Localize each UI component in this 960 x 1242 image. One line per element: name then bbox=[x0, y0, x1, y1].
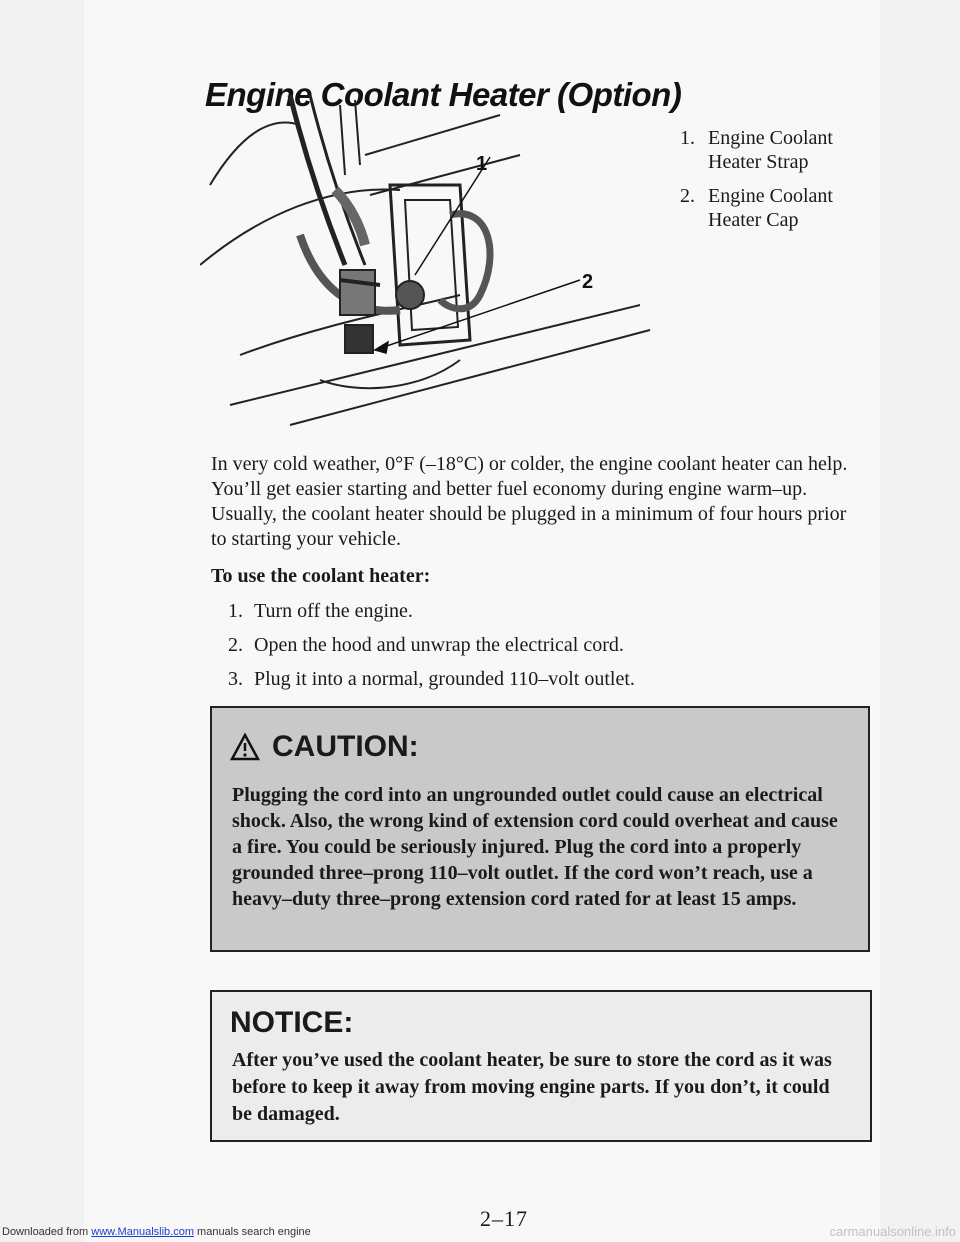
callout-1: 1 bbox=[476, 153, 488, 175]
legend-item bbox=[680, 184, 858, 232]
list-item bbox=[228, 628, 635, 662]
legend-number: 2. bbox=[680, 185, 695, 207]
footer-suffix: manuals search engine bbox=[193, 1226, 311, 1238]
legend-number: 1. bbox=[680, 127, 695, 149]
callout-2: 2 bbox=[582, 271, 594, 293]
coolant-heater-illustration bbox=[200, 95, 660, 435]
figure-legend bbox=[680, 126, 858, 242]
caution-box bbox=[210, 706, 870, 952]
caution-text: Plugging the cord into an ungrounded outlet could cause an electrical shock. Also, the wrong kind of extension cord could overheat and cause a fire. You could be seriously injured. Plug the cord into a properly grounded three–prong 110–volt outlet. If the cord won’t reach, use a heavy–duty three–prong extension cord rated for at least 15 amps. bbox=[232, 784, 838, 910]
step-text: Open the hood and unwrap the electrical cord. bbox=[254, 633, 624, 656]
step-number: 2. bbox=[228, 633, 243, 656]
page-title: Engine Coolant Heater (Option) bbox=[205, 76, 682, 113]
caution-heading-row bbox=[230, 730, 419, 764]
footer-prefix: Downloaded from bbox=[2, 1226, 92, 1238]
manualslib-link[interactable]: www.Manualslib.com bbox=[91, 1226, 194, 1238]
list-item bbox=[228, 594, 635, 628]
watermark: carmanualsonline.info bbox=[829, 1224, 956, 1239]
step-number: 3. bbox=[228, 667, 243, 690]
legend-text: Engine Coolant Heater Strap bbox=[708, 127, 833, 173]
download-footer bbox=[2, 1226, 311, 1238]
caution-heading: CAUTION: bbox=[272, 730, 419, 763]
warning-triangle-icon bbox=[230, 733, 260, 761]
notice-box bbox=[210, 990, 872, 1142]
intro-paragraph: In very cold weather, 0°F (–18°C) or colder, the engine coolant heater can help. You’ll get easier starting and better fuel economy during engine warm–up. Usually, the coolant heater should be plugged in a minimum of four hours prior to starting your vehicle. bbox=[211, 453, 848, 550]
notice-heading: NOTICE: bbox=[230, 1006, 354, 1039]
legend-item bbox=[680, 126, 858, 174]
notice-text: After you’ve used the coolant heater, be sure to store the cord as it was before to keep it away from moving engine parts. If you don’t, it could be damaged. bbox=[232, 1049, 832, 1125]
instructions-heading: To use the coolant heater: bbox=[211, 565, 431, 587]
step-text: Turn off the engine. bbox=[254, 599, 413, 622]
page-number: 2–17 bbox=[480, 1206, 528, 1231]
step-text: Plug it into a normal, grounded 110–volt outlet. bbox=[254, 667, 635, 690]
step-number: 1. bbox=[228, 599, 243, 622]
list-item bbox=[228, 662, 635, 696]
instructions-list bbox=[228, 594, 635, 696]
legend-text: Engine Coolant Heater Cap bbox=[708, 185, 833, 231]
